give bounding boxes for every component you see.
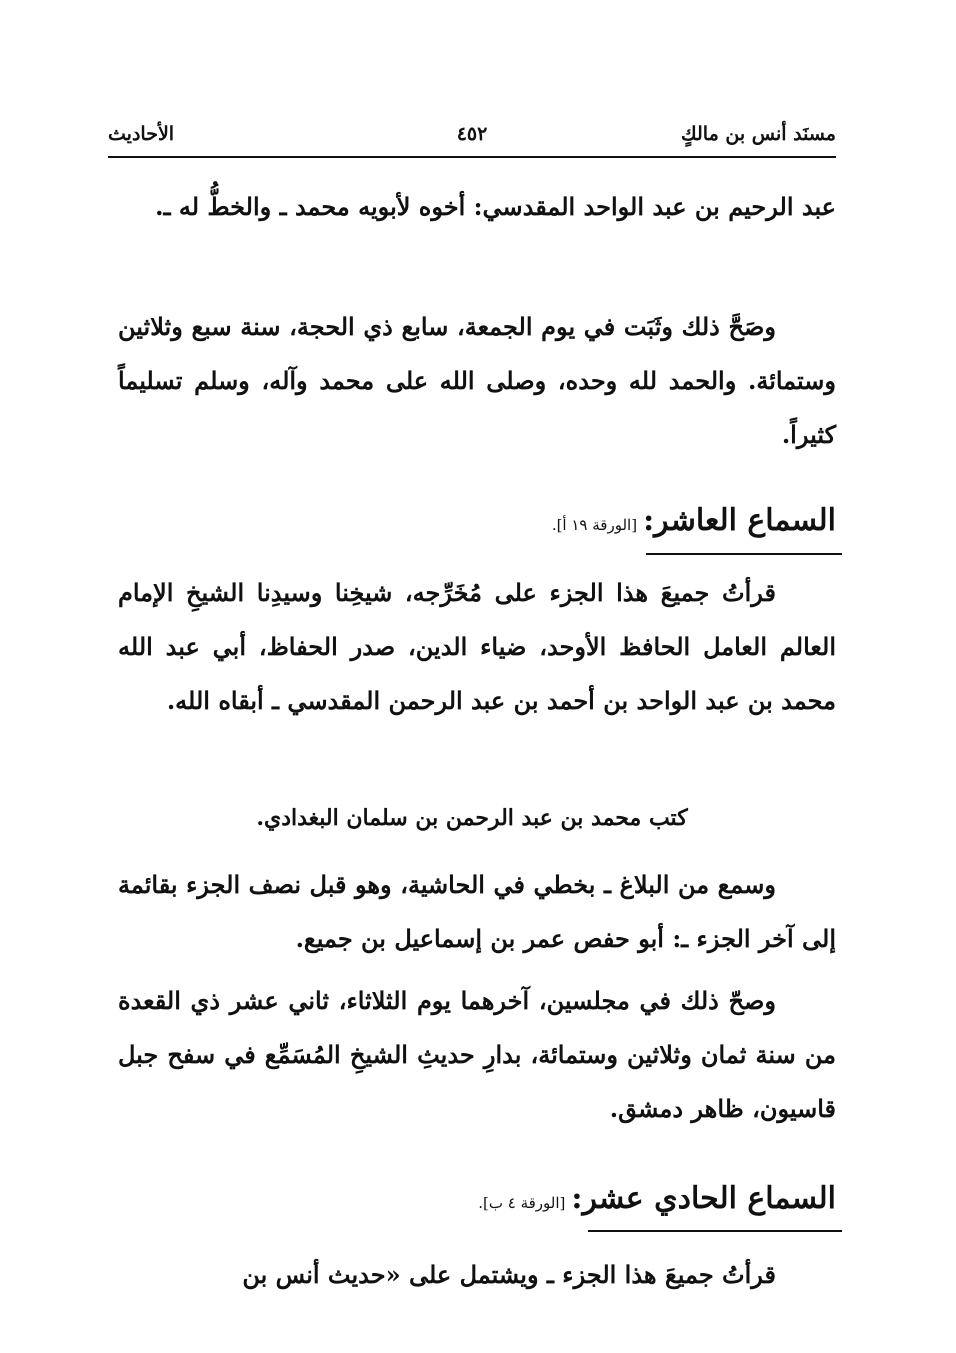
heading-tenth-title: السماع العاشر:: [643, 503, 836, 538]
heading-tenth-hearing: [552, 497, 836, 545]
paragraph-additional-listener: وسمع من البلاغ ـ بخطي في الحاشية، وهو قبل نصف الجزء بقائمة إلى آخر الجزء ـ: أبو حفص عمر بن إسماعيل بن جميع.: [118, 870, 836, 953]
header-section-title: الأحاديث: [108, 123, 175, 145]
heading-tenth-rule: [646, 553, 842, 555]
header-page-number: ٤٥٢: [456, 123, 488, 145]
paragraph-completion-note: وصَحَّ ذلك وثَبَت في يوم الجمعة، سابع ذي الحجة، سنة سبع وثلاثين وستمائة. والحمد لله وحده، وصلى الله على محمد وآله، وسلم تسليماً كثيراً.: [118, 312, 836, 449]
paragraph-scribe-signature: كتب محمد بن عبد الرحمن بن سلمان البغدادي.: [256, 805, 688, 831]
heading-tenth-folio: [الورقة ١٩ أ].: [551, 516, 638, 534]
heading-eleventh-hearing: [478, 1175, 836, 1223]
paragraph-continuation: عبد الرحيم بن عبد الواحد المقدسي: أخوه لأبويه محمد ـ والخطُّ له ـ.: [155, 192, 836, 221]
running-header: [108, 118, 836, 158]
paragraph-eleventh-hearing: قرأتُ جميعَ هذا الجزء ـ ويشتمل على «حديث أنس بن: [242, 1260, 776, 1289]
heading-eleventh-folio: [الورقة ٤ ب].: [478, 1194, 566, 1212]
heading-eleventh-rule: [588, 1230, 842, 1232]
header-rule: [108, 156, 836, 158]
paragraph-tenth-hearing: قرأتُ جميعَ هذا الجزء على مُخَرِّجه، شيخِنا وسيدِنا الشيخِ الإمام العالم العامل الحافظ الأوحد، ضياء الدين، صدر الحفاظ، أبي عبد الله محمد بن عبد الواحد بن أحمد بن عبد الرحمن المقدسي ـ أبقاه الله.: [118, 578, 836, 715]
header-book-title: مسنَد أنس بن مالكٍ: [681, 123, 836, 145]
heading-eleventh-title: السماع الحادي عشر:: [571, 1181, 836, 1216]
paragraph-session-details: وصحّ ذلك في مجلسين، آخرهما يوم الثلاثاء، ثاني عشر ذي القعدة من سنة ثمان وثلاثين وستمائة، بدارِ حديثِ الشيخِ المُسَمِّع في سفح جبل قاسيون، ظاهر دمشق.: [118, 986, 836, 1123]
